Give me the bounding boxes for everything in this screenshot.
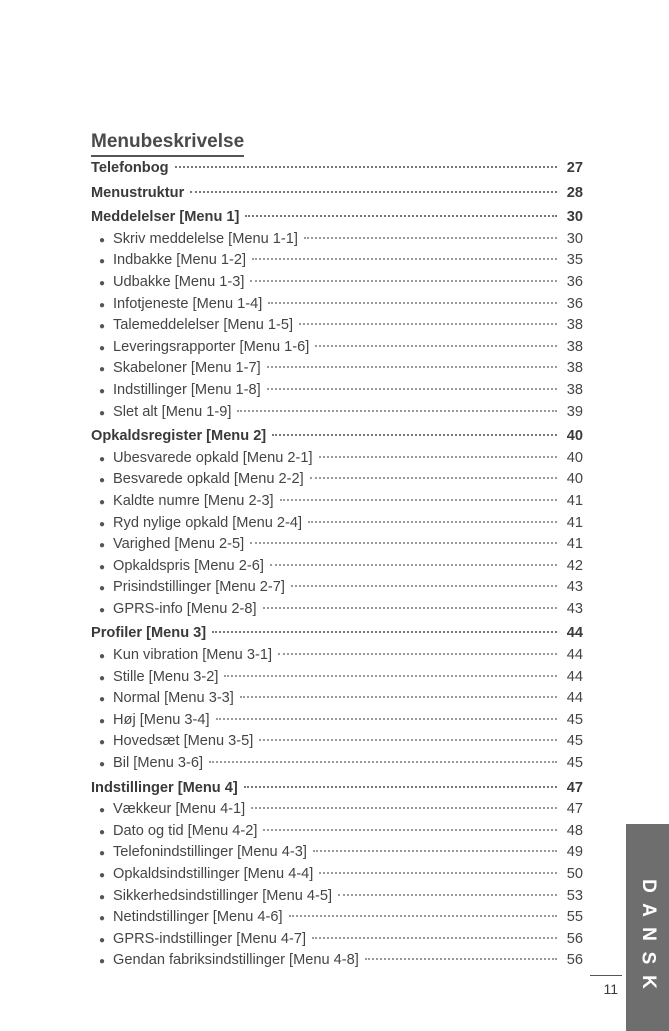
toc-entry-page: 45 (566, 733, 583, 750)
toc-entry-page: 44 (566, 668, 583, 685)
toc-entry-page: 56 (566, 952, 583, 969)
toc-entry-row (91, 534, 583, 556)
toc-entry-row (91, 753, 583, 775)
bullet-icon: ● (99, 407, 106, 419)
dot-leader (268, 302, 557, 304)
dot-leader (365, 958, 557, 960)
toc-entry-label: GPRS-info [Menu 2-8] (113, 600, 257, 617)
toc-entry-row (91, 380, 583, 402)
toc-entry-page: 40 (566, 449, 583, 466)
toc-entry-row (91, 577, 583, 599)
dot-leader (270, 564, 557, 566)
toc-entry-row (91, 358, 583, 380)
toc-entry-page: 44 (566, 625, 583, 642)
toc-entry-row (91, 402, 583, 424)
toc-entry-label: Opkaldsregister [Menu 2] (91, 428, 267, 445)
bullet-icon: ● (99, 737, 106, 749)
toc-entry-label: Indstillinger [Menu 1-8] (113, 381, 261, 398)
toc-entry-label: Besvarede opkald [Menu 2-2] (113, 471, 304, 488)
dot-leader (252, 258, 557, 260)
toc-entry-label: Kun vibration [Menu 3-1] (113, 647, 272, 664)
dot-leader (244, 786, 557, 788)
page-title: Menubeskrivelse (91, 131, 244, 157)
toc-entry-label: Infotjeneste [Menu 1-4] (113, 295, 263, 312)
toc-entry-row (91, 491, 583, 513)
bullet-icon: ● (99, 321, 106, 333)
dot-leader (212, 631, 557, 633)
dot-leader (224, 675, 557, 677)
toc-entry-row (91, 864, 583, 886)
toc-entry-row (91, 645, 583, 667)
dot-leader (278, 653, 557, 655)
toc-entry-label: Bil [Menu 3-6] (113, 755, 204, 772)
dot-leader (299, 323, 557, 325)
dot-leader (272, 434, 557, 436)
toc-entry-page: 35 (566, 252, 583, 269)
toc-entry-page: 28 (566, 184, 583, 201)
toc-section-row (91, 207, 583, 229)
bullet-icon: ● (99, 475, 106, 487)
toc-entry-row (91, 667, 583, 689)
dot-leader (263, 829, 557, 831)
toc-entry-page: 56 (566, 930, 583, 947)
toc-entry-page: 44 (566, 647, 583, 664)
dot-leader (240, 696, 557, 698)
table-of-contents (91, 158, 583, 972)
toc-entry-page: 41 (566, 536, 583, 553)
dot-leader (313, 850, 557, 852)
bullet-icon: ● (99, 826, 106, 838)
toc-entry-page: 47 (566, 801, 583, 818)
toc-entry-label: Indbakke [Menu 1-2] (113, 252, 247, 269)
page-number: 11 (590, 975, 622, 997)
toc-entry-row (91, 688, 583, 710)
toc-entry-row (91, 294, 583, 316)
bullet-icon: ● (99, 805, 106, 817)
toc-entry-page: 44 (566, 690, 583, 707)
toc-entry-label: Stille [Menu 3-2] (113, 668, 219, 685)
toc-entry-page: 30 (566, 209, 583, 226)
bullet-icon: ● (99, 234, 106, 246)
toc-entry-page: 45 (566, 711, 583, 728)
bullet-icon: ● (99, 342, 106, 354)
toc-entry-page: 43 (566, 579, 583, 596)
toc-entry-row (91, 799, 583, 821)
bullet-icon: ● (99, 604, 106, 616)
dot-leader (310, 477, 557, 479)
bullet-icon: ● (99, 848, 106, 860)
bullet-icon: ● (99, 540, 106, 552)
bullet-icon: ● (99, 385, 106, 397)
bullet-icon: ● (99, 364, 106, 376)
bullet-icon: ● (99, 870, 106, 881)
toc-entry-row (91, 731, 583, 753)
toc-entry-row (91, 556, 583, 578)
dot-leader (190, 191, 557, 193)
bullet-icon: ● (99, 891, 106, 903)
bullet-icon: ● (99, 256, 106, 268)
toc-entry-label: Sikkerhedsindstillinger [Menu 4-5] (113, 887, 333, 904)
toc-entry-label: Netindstillinger [Menu 4-6] (113, 909, 283, 926)
toc-entry-page: 41 (566, 492, 583, 509)
side-tab-letter: S (637, 951, 659, 965)
toc-entry-page: 40 (566, 471, 583, 488)
toc-entry-page: 43 (566, 600, 583, 617)
toc-entry-row (91, 821, 583, 843)
dot-leader (304, 237, 557, 239)
toc-entry-page: 38 (566, 360, 583, 377)
bullet-icon: ● (99, 759, 106, 771)
dot-leader (259, 739, 557, 741)
toc-entry-label: Talemeddelelser [Menu 1-5] (113, 317, 294, 334)
toc-entry-label: Opkaldsindstillinger [Menu 4-4] (113, 866, 314, 882)
toc-section-row (91, 623, 583, 645)
dot-leader (289, 915, 557, 917)
toc-entry-label: Dato og tid [Menu 4-2] (113, 822, 258, 839)
toc-entry-label: Telefonindstillinger [Menu 4-3] (113, 844, 307, 861)
dot-leader (291, 585, 557, 587)
toc-entry-label: GPRS-indstillinger [Menu 4-7] (113, 930, 307, 947)
toc-entry-row (91, 950, 583, 972)
language-side-tab (626, 824, 669, 1031)
toc-entry-label: Prisindstillinger [Menu 2-7] (113, 579, 285, 596)
dot-leader (308, 521, 557, 523)
toc-entry-row (91, 599, 583, 621)
toc-entry-label: Ubesvarede opkald [Menu 2-1] (113, 449, 313, 466)
toc-entry-page: 38 (566, 338, 583, 355)
toc-section-row (91, 158, 583, 180)
dot-leader (175, 166, 557, 168)
dot-leader (250, 280, 557, 282)
toc-entry-label: Opkaldspris [Menu 2-6] (113, 557, 264, 574)
bullet-icon: ● (99, 651, 106, 663)
toc-entry-row (91, 886, 583, 908)
toc-entry-page: 36 (566, 273, 583, 290)
toc-entry-label: Normal [Menu 3-3] (113, 690, 234, 707)
toc-entry-row (91, 710, 583, 732)
toc-entry-row (91, 229, 583, 251)
dot-leader (267, 366, 557, 368)
dot-leader (319, 872, 557, 874)
toc-entry-page: 39 (566, 403, 583, 420)
dot-leader (245, 215, 557, 217)
bullet-icon: ● (99, 277, 106, 289)
toc-entry-label: Vækkeur [Menu 4-1] (113, 801, 246, 818)
toc-entry-row (91, 929, 583, 951)
toc-entry-label: Meddelelser [Menu 1] (91, 209, 240, 226)
toc-entry-page: 53 (566, 887, 583, 904)
toc-entry-label: Leveringsrapporter [Menu 1-6] (113, 338, 310, 355)
bullet-icon: ● (99, 561, 106, 573)
dot-leader (251, 807, 557, 809)
dot-leader (319, 456, 557, 458)
toc-entry-label: Skriv meddelelse [Menu 1-1] (113, 230, 298, 247)
side-tab-letter: K (637, 975, 659, 989)
toc-section-row (91, 183, 583, 205)
bullet-icon: ● (99, 913, 106, 925)
dot-leader (338, 894, 557, 896)
dot-leader (280, 499, 557, 501)
toc-entry-page: 38 (566, 381, 583, 398)
side-tab-letter: A (637, 903, 659, 917)
toc-entry-row (91, 250, 583, 272)
toc-entry-page: 30 (566, 230, 583, 247)
toc-entry-label: Høj [Menu 3-4] (113, 711, 210, 728)
dot-leader (263, 607, 557, 609)
toc-entry-page: 49 (566, 844, 583, 861)
toc-entry-label: Skabeloner [Menu 1-7] (113, 360, 261, 377)
toc-entry-page: 40 (566, 428, 583, 445)
toc-entry-label: Telefonbog (91, 160, 169, 176)
toc-section-row (91, 426, 583, 448)
toc-entry-page: 41 (566, 514, 583, 531)
bullet-icon: ● (99, 299, 106, 311)
bullet-icon: ● (99, 496, 106, 508)
toc-entry-label: Slet alt [Menu 1-9] (113, 403, 232, 420)
dot-leader (216, 718, 557, 720)
toc-entry-row (91, 272, 583, 294)
toc-entry-page: 45 (566, 755, 583, 772)
bullet-icon: ● (99, 453, 106, 465)
toc-entry-label: Kaldte numre [Menu 2-3] (113, 492, 274, 509)
toc-entry-page: 55 (566, 909, 583, 926)
toc-entry-label: Indstillinger [Menu 4] (91, 779, 238, 796)
toc-entry-row (91, 469, 583, 491)
dot-leader (250, 542, 557, 544)
toc-entry-label: Profiler [Menu 3] (91, 625, 207, 642)
bullet-icon: ● (99, 694, 106, 706)
toc-entry-page: 38 (566, 317, 583, 334)
toc-entry-row (91, 842, 583, 864)
toc-entry-label: Gendan fabriksindstillinger [Menu 4-8] (113, 952, 359, 969)
toc-entry-page: 50 (566, 866, 583, 882)
toc-entry-page: 42 (566, 557, 583, 574)
toc-entry-label: Udbakke [Menu 1-3] (113, 273, 245, 290)
toc-entry-page: 36 (566, 295, 583, 312)
side-tab-letter: D (637, 879, 659, 893)
dot-leader (312, 937, 557, 939)
dot-leader (237, 410, 557, 412)
toc-entry-row (91, 448, 583, 470)
toc-entry-page: 48 (566, 822, 583, 839)
toc-entry-label: Ryd nylige opkald [Menu 2-4] (113, 514, 303, 531)
dot-leader (267, 388, 557, 390)
bullet-icon: ● (99, 956, 106, 968)
bullet-icon: ● (99, 583, 106, 595)
dot-leader (315, 345, 557, 347)
bullet-icon: ● (99, 672, 106, 684)
bullet-icon: ● (99, 518, 106, 530)
bullet-icon: ● (99, 934, 106, 946)
toc-entry-row (91, 513, 583, 535)
toc-entry-row (91, 337, 583, 359)
bullet-icon: ● (99, 715, 106, 727)
toc-entry-page: 27 (566, 160, 583, 176)
toc-entry-row (91, 315, 583, 337)
toc-entry-label: Hovedsæt [Menu 3-5] (113, 733, 254, 750)
toc-entry-row (91, 907, 583, 929)
side-tab-letter: N (637, 927, 659, 941)
dot-leader (209, 761, 557, 763)
toc-entry-page: 47 (566, 779, 583, 796)
toc-entry-label: Menustruktur (91, 184, 185, 201)
toc-section-row (91, 778, 583, 800)
toc-entry-label: Varighed [Menu 2-5] (113, 536, 245, 553)
